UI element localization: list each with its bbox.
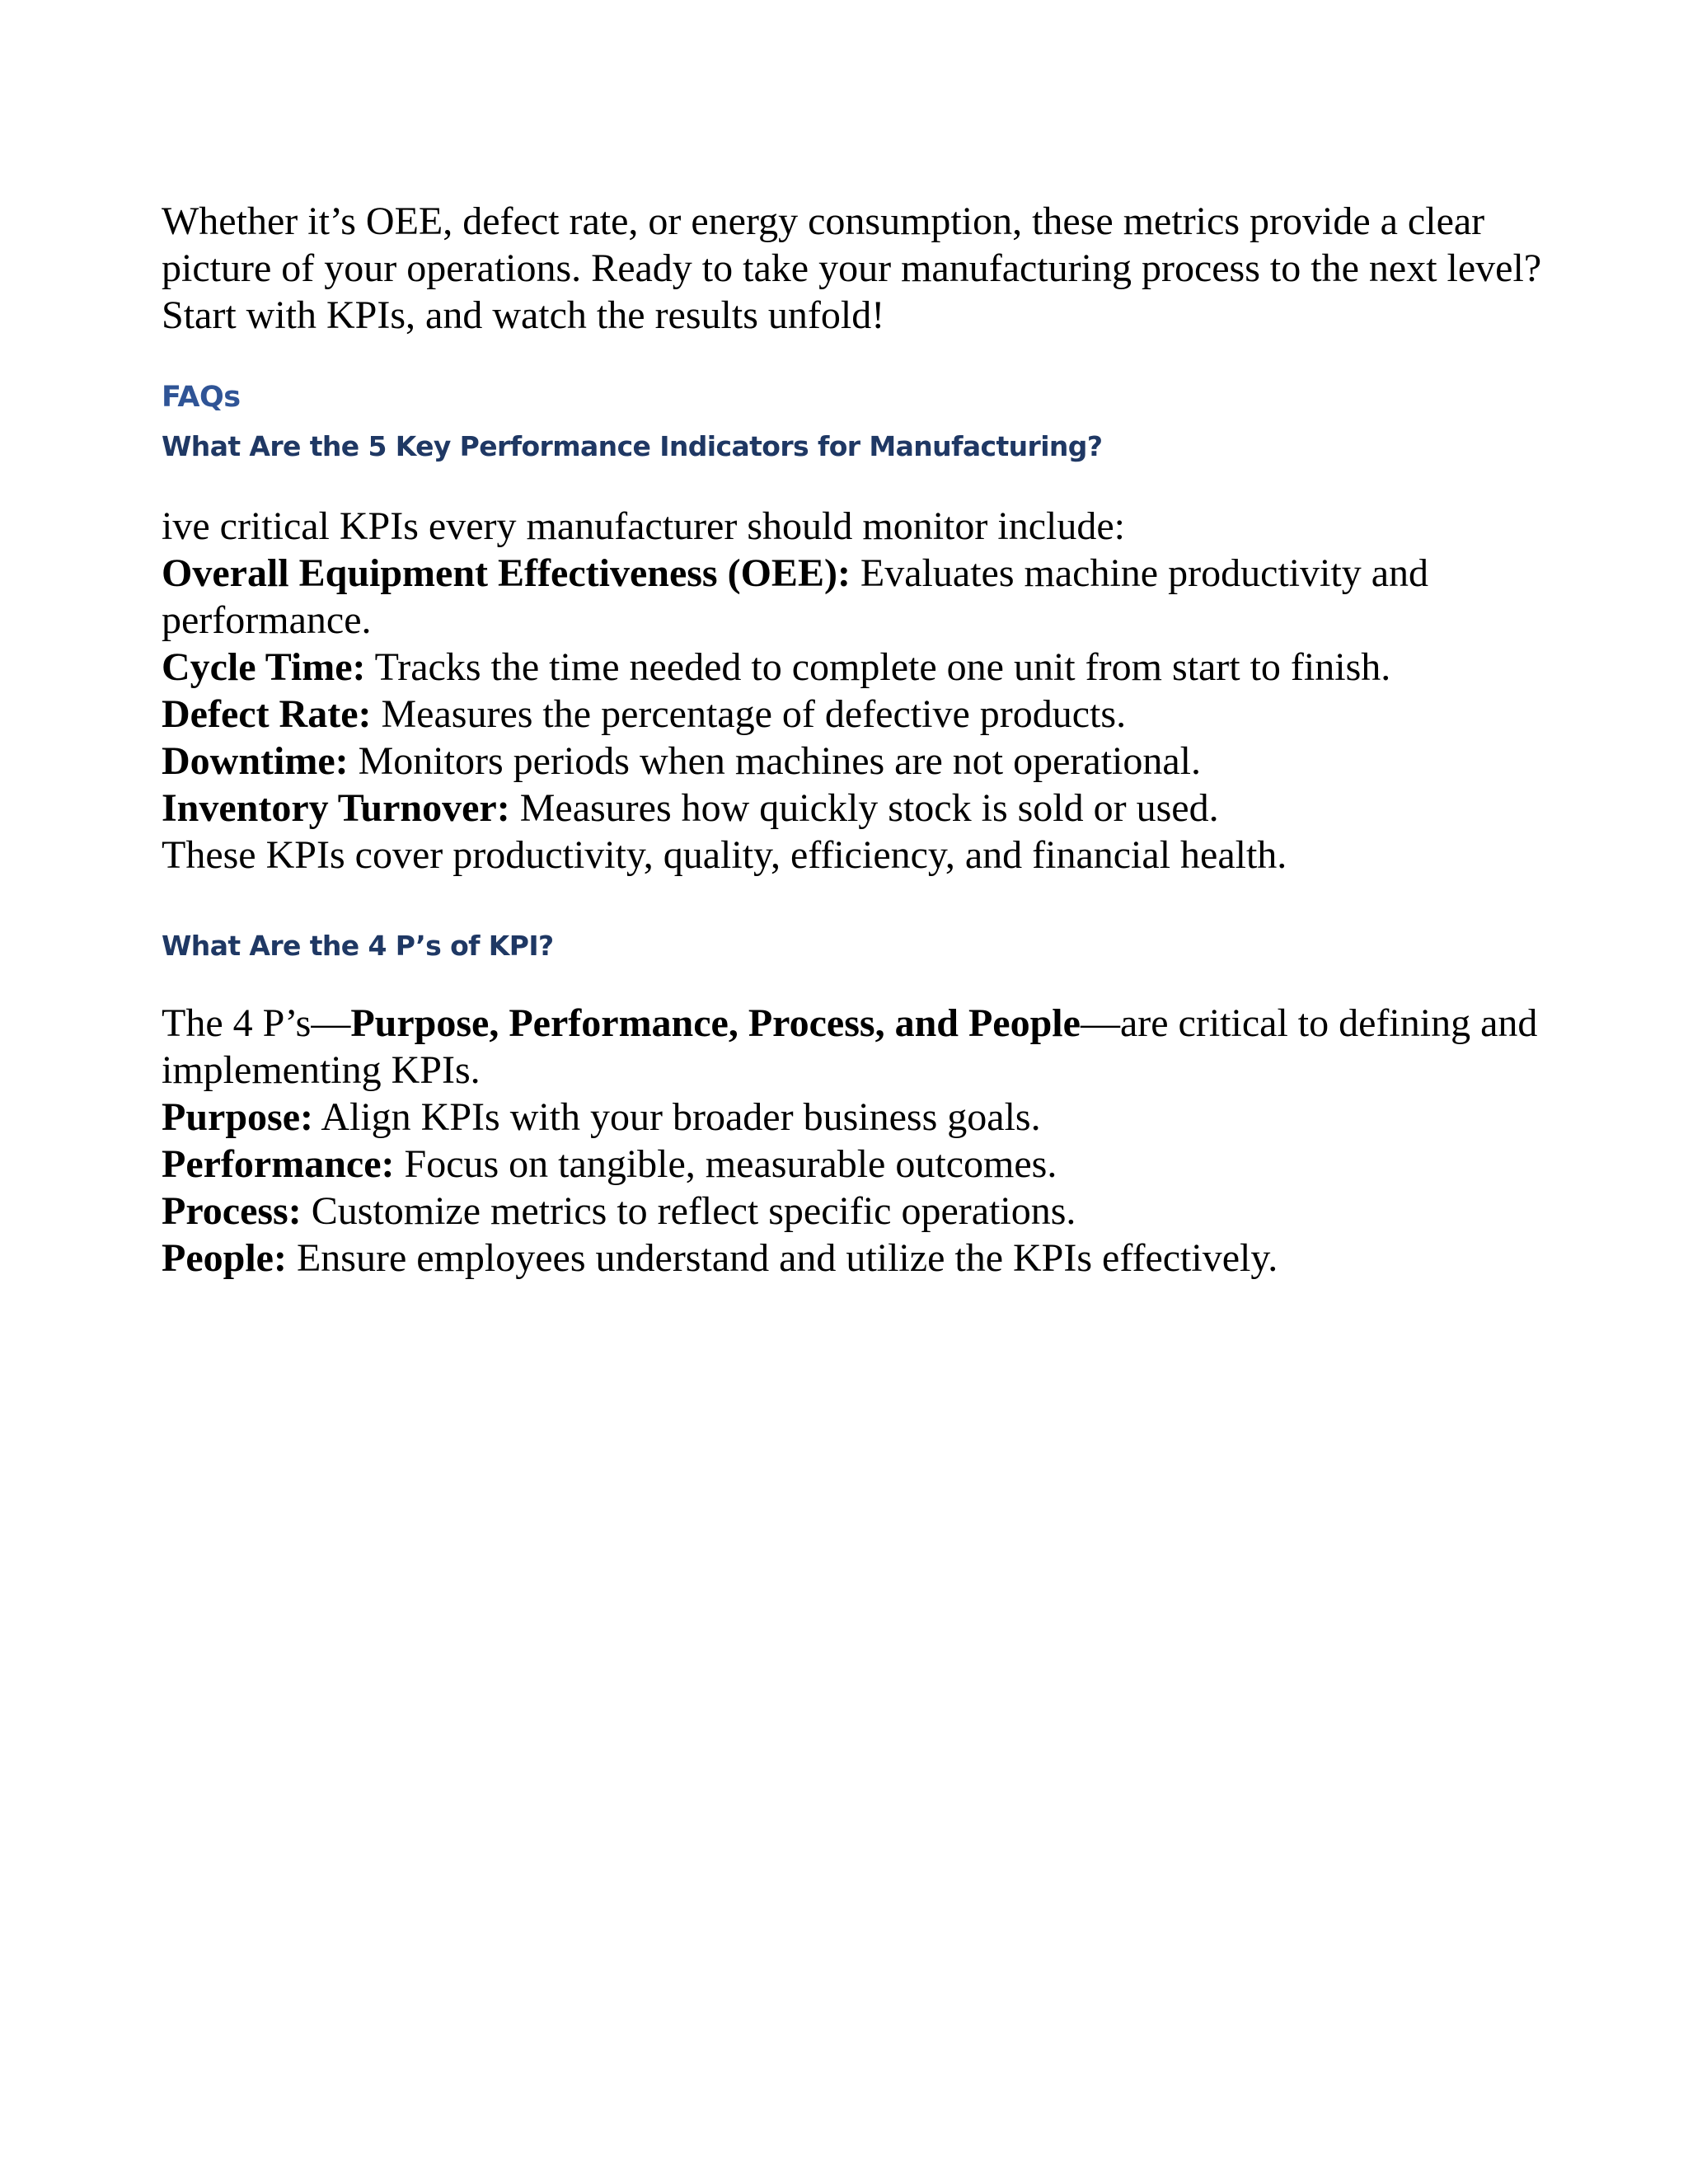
kpi-item-oee — [162, 550, 1546, 644]
p-desc: Ensure employees understand and utilize the KPIs effectively. — [286, 1236, 1278, 1280]
p-item-people — [162, 1235, 1546, 1282]
kpi-item-inventory-turnover — [162, 785, 1546, 832]
answer-5-kpis — [162, 503, 1546, 879]
p-item-purpose — [162, 1094, 1546, 1141]
p-desc: Customize metrics to reflect specific operations. — [301, 1189, 1076, 1233]
p-desc: Align KPIs with your broader business goals. — [312, 1095, 1041, 1139]
intro-paragraph: Whether it’s OEE, defect rate, or energy consumption, these metrics provide a clear picture of your operations. Ready to take your manufacturing process to the next level? Start with KPIs, and watch the results unfold! — [162, 199, 1542, 337]
document-page — [162, 198, 1546, 1280]
p-term: Performance: — [162, 1142, 395, 1186]
p-term: Process: — [162, 1189, 302, 1233]
answer-lead — [162, 1000, 1546, 1094]
kpi-term: Overall Equipment Effectiveness (OEE): — [162, 551, 851, 595]
p-term: Purpose: — [162, 1095, 313, 1139]
kpi-term: Defect Rate: — [162, 692, 372, 736]
answer-closing: These KPIs cover productivity, quality, efficiency, and financial health. — [162, 833, 1287, 877]
kpi-desc: Measures how quickly stock is sold or used. — [509, 786, 1219, 830]
kpi-item-defect-rate — [162, 691, 1546, 738]
answer-4ps — [162, 1000, 1546, 1282]
kpi-item-downtime — [162, 738, 1546, 785]
p-term: People: — [162, 1236, 287, 1280]
kpi-item-cycle-time — [162, 644, 1546, 691]
kpi-term: Cycle Time: — [162, 645, 366, 689]
lead-bold: Purpose, Performance, Process, and People — [350, 1001, 1081, 1045]
p-item-performance — [162, 1141, 1546, 1188]
kpi-term: Inventory Turnover: — [162, 786, 510, 830]
kpi-desc: Evaluates machine productivity and performance. — [162, 551, 1429, 642]
p-desc: Focus on tangible, measurable outcomes. — [394, 1142, 1057, 1186]
kpi-term: Downtime: — [162, 739, 349, 783]
kpi-desc: Measures the percentage of defective products. — [371, 692, 1127, 736]
question-4ps-heading: What Are the 4 P’s of KPI? — [162, 930, 554, 962]
question-5-kpis-heading: What Are the 5 Key Performance Indicators for Manufacturing? — [162, 430, 1103, 462]
lead-prefix: The 4 P’s— — [162, 1001, 351, 1045]
faqs-heading: FAQs — [162, 381, 241, 414]
kpi-desc: Monitors periods when machines are not operational. — [348, 739, 1202, 783]
answer-lead: ive critical KPIs every manufacturer should monitor include: — [162, 504, 1125, 548]
lead-suffix: —are critical to defining and implementing KPIs. — [162, 1001, 1538, 1092]
kpi-desc: Tracks the time needed to complete one unit from start to finish. — [365, 645, 1391, 689]
p-item-process — [162, 1188, 1546, 1235]
